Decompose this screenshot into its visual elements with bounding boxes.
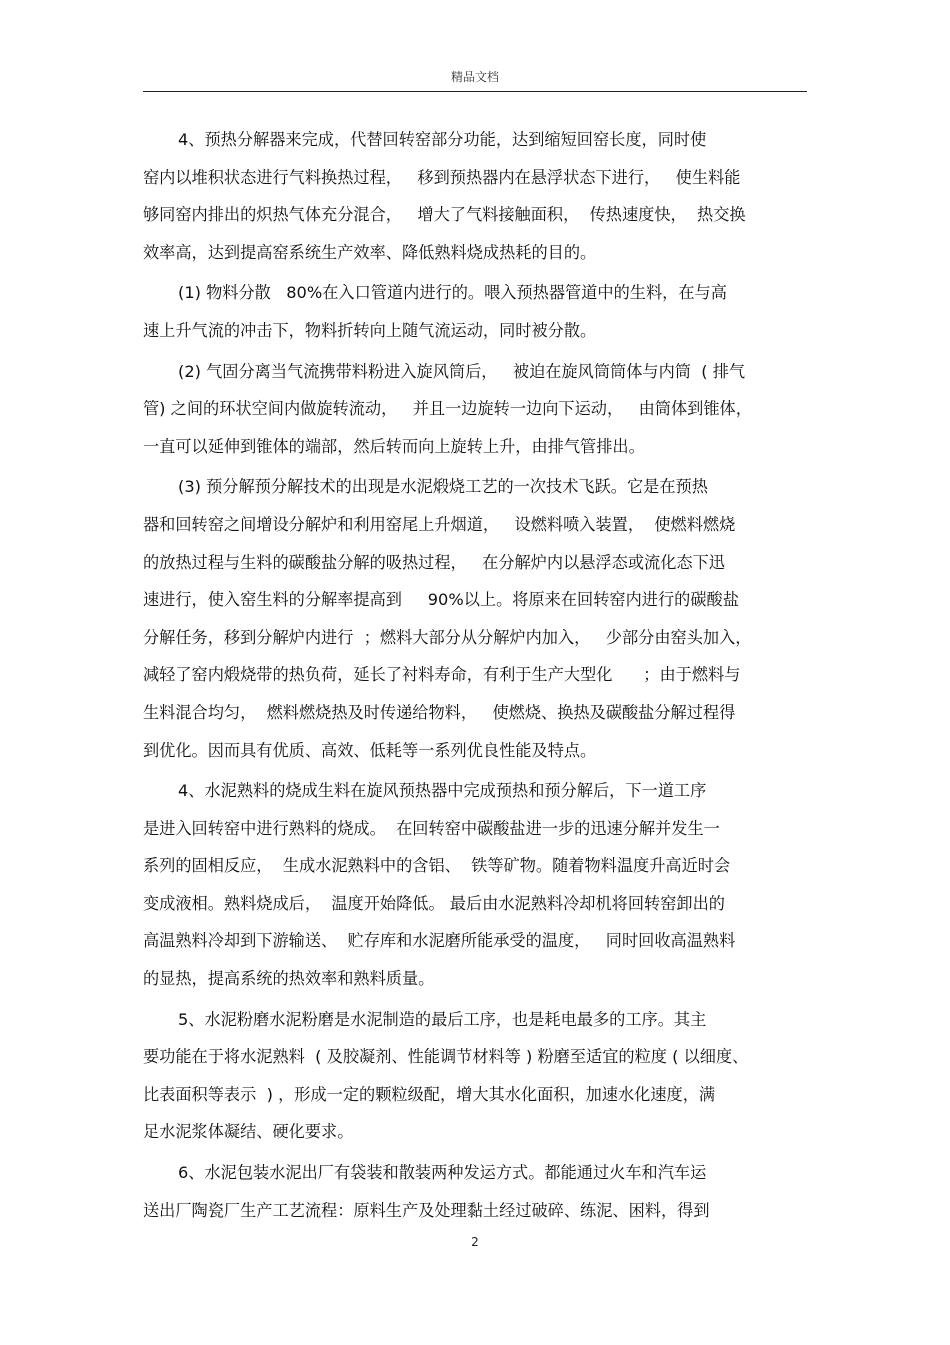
- text-line: 速进行，使入窑生料的分解率提高到 90%以上。将原来在回转窑内进行的碳酸盐: [143, 590, 739, 610]
- text-line: 比表面积等表示 ) ，形成一定的颗粒级配，增大其水化面积，加速水化速度，满: [143, 1084, 716, 1104]
- text-line: 要功能在于将水泥熟料 ( 及胶凝剂、性能调节材料等 ) 粉磨至适宜的粒度 ( 以细度、: [143, 1047, 749, 1067]
- text-line: (3) 预分解预分解技术的出现是水泥煅烧工艺的一次技术飞跃。它是在预热: [178, 477, 708, 497]
- text-line: 够同窑内排出的炽热气体充分混合， 增大了气料接触面积， 传热速度快， 热交换: [143, 205, 746, 225]
- text-line: 速上升气流的冲击下，物料折转向上随气流运动，同时被分散。: [143, 320, 597, 340]
- text-line: 的显热，提高系统的热效率和熟料质量。: [143, 969, 435, 989]
- text-line: 5、水泥粉磨水泥粉磨是水泥制造的最后工序，也是耗电最多的工序。其主: [178, 1009, 707, 1029]
- text-line: 器和回转窑之间增设分解炉和利用窑尾上升烟道， 设燃料喷入装置， 使燃料燃烧: [143, 514, 736, 534]
- paragraph-cement-packing: [143, 1154, 807, 1229]
- text-line: 系列的固相反应， 生成水泥熟料中的含铝、 铁等矿物。随着物料温度升高近时会: [143, 856, 731, 876]
- text-line: 足水泥浆体凝结、硬化要求。: [143, 1122, 354, 1142]
- text-line: 生料混合均匀， 燃料燃烧热及时传递给物料， 使燃烧、换热及碳酸盐分解过程得: [143, 702, 736, 722]
- text-line: (2) 气固分离当气流携带料粉进入旋风筒后， 被迫在旋风筒筒体与内筒 ( 排气: [178, 361, 746, 381]
- text-line: 分解任务，移到分解炉内进行 ；燃料大部分从分解炉内加入， 少部分由窑头加入，: [143, 627, 752, 647]
- page-header: 精品文档: [450, 70, 499, 84]
- text-line: 4、预热分解器来完成，代替回转窑部分功能，达到缩短回窑长度，同时使: [178, 130, 707, 149]
- header-rule: [143, 91, 807, 92]
- paragraph-preheater: [143, 121, 807, 271]
- paragraph-clinker-burning: [143, 772, 807, 998]
- text-line: 送出厂陶瓷厂生产工艺流程：原料生产及处理黏土经过破碎、练泥、困料，得到: [143, 1200, 710, 1220]
- text-line: 4、水泥熟料的烧成生料在旋风预热器中完成预热和预分解后，下一道工序: [178, 781, 707, 801]
- text-line: 6、水泥包装水泥出厂有袋装和散装两种发运方式。都能通过火车和汽车运: [178, 1163, 707, 1183]
- text-line: 效率高，达到提高窑系统生产效率、降低熟料烧成热耗的目的。: [143, 242, 597, 262]
- paragraph-precalcination: [143, 468, 807, 769]
- text-line: 窑内以堆积状态进行气料换热过程， 移到预热器内在悬浮状态下进行， 使生料能: [143, 167, 741, 187]
- text-line: 到优化。因而具有优质、高效、低耗等一系列优良性能及特点。: [143, 740, 597, 760]
- document-body: [143, 121, 807, 1232]
- text-line: 高温熟料冷却到下游输送、 贮存库和水泥磨所能承受的温度， 同时回收高温熟料: [143, 931, 736, 951]
- paragraph-material-dispersion: [143, 274, 807, 349]
- text-line: 是进入回转窑中进行熟料的烧成。 在回转窑中碳酸盐进一步的迅速分解并发生一: [143, 818, 720, 838]
- text-line: 的放热过程与生料的碳酸盐分解的吸热过程， 在分解炉内以悬浮态或流化态下迅: [143, 552, 725, 572]
- text-line: 一直可以延伸到锥体的端部，然后转而向上旋转上升，由排气管排出。: [143, 436, 645, 456]
- text-line: 管) 之间的环状空间内做旋转流动， 并且一边旋转一边向下运动， 由筒体到锥体，: [143, 399, 752, 419]
- text-line: (1) 物料分散 80%在入口管道内进行的。喂入预热器管道中的生料，在与高: [178, 283, 727, 303]
- text-line: 减轻了窑内煅烧带的热负荷，延长了衬料寿命，有利于生产大型化 ；由于燃料与: [143, 665, 741, 685]
- text-line: 变成液相。熟料烧成后， 温度开始降低。 最后由水泥熟料冷却机将回转窑卸出的: [143, 893, 725, 913]
- paragraph-cement-grinding: [143, 1001, 807, 1151]
- page-number: 2: [471, 1235, 479, 1249]
- paragraph-gas-solid-separation: [143, 353, 807, 466]
